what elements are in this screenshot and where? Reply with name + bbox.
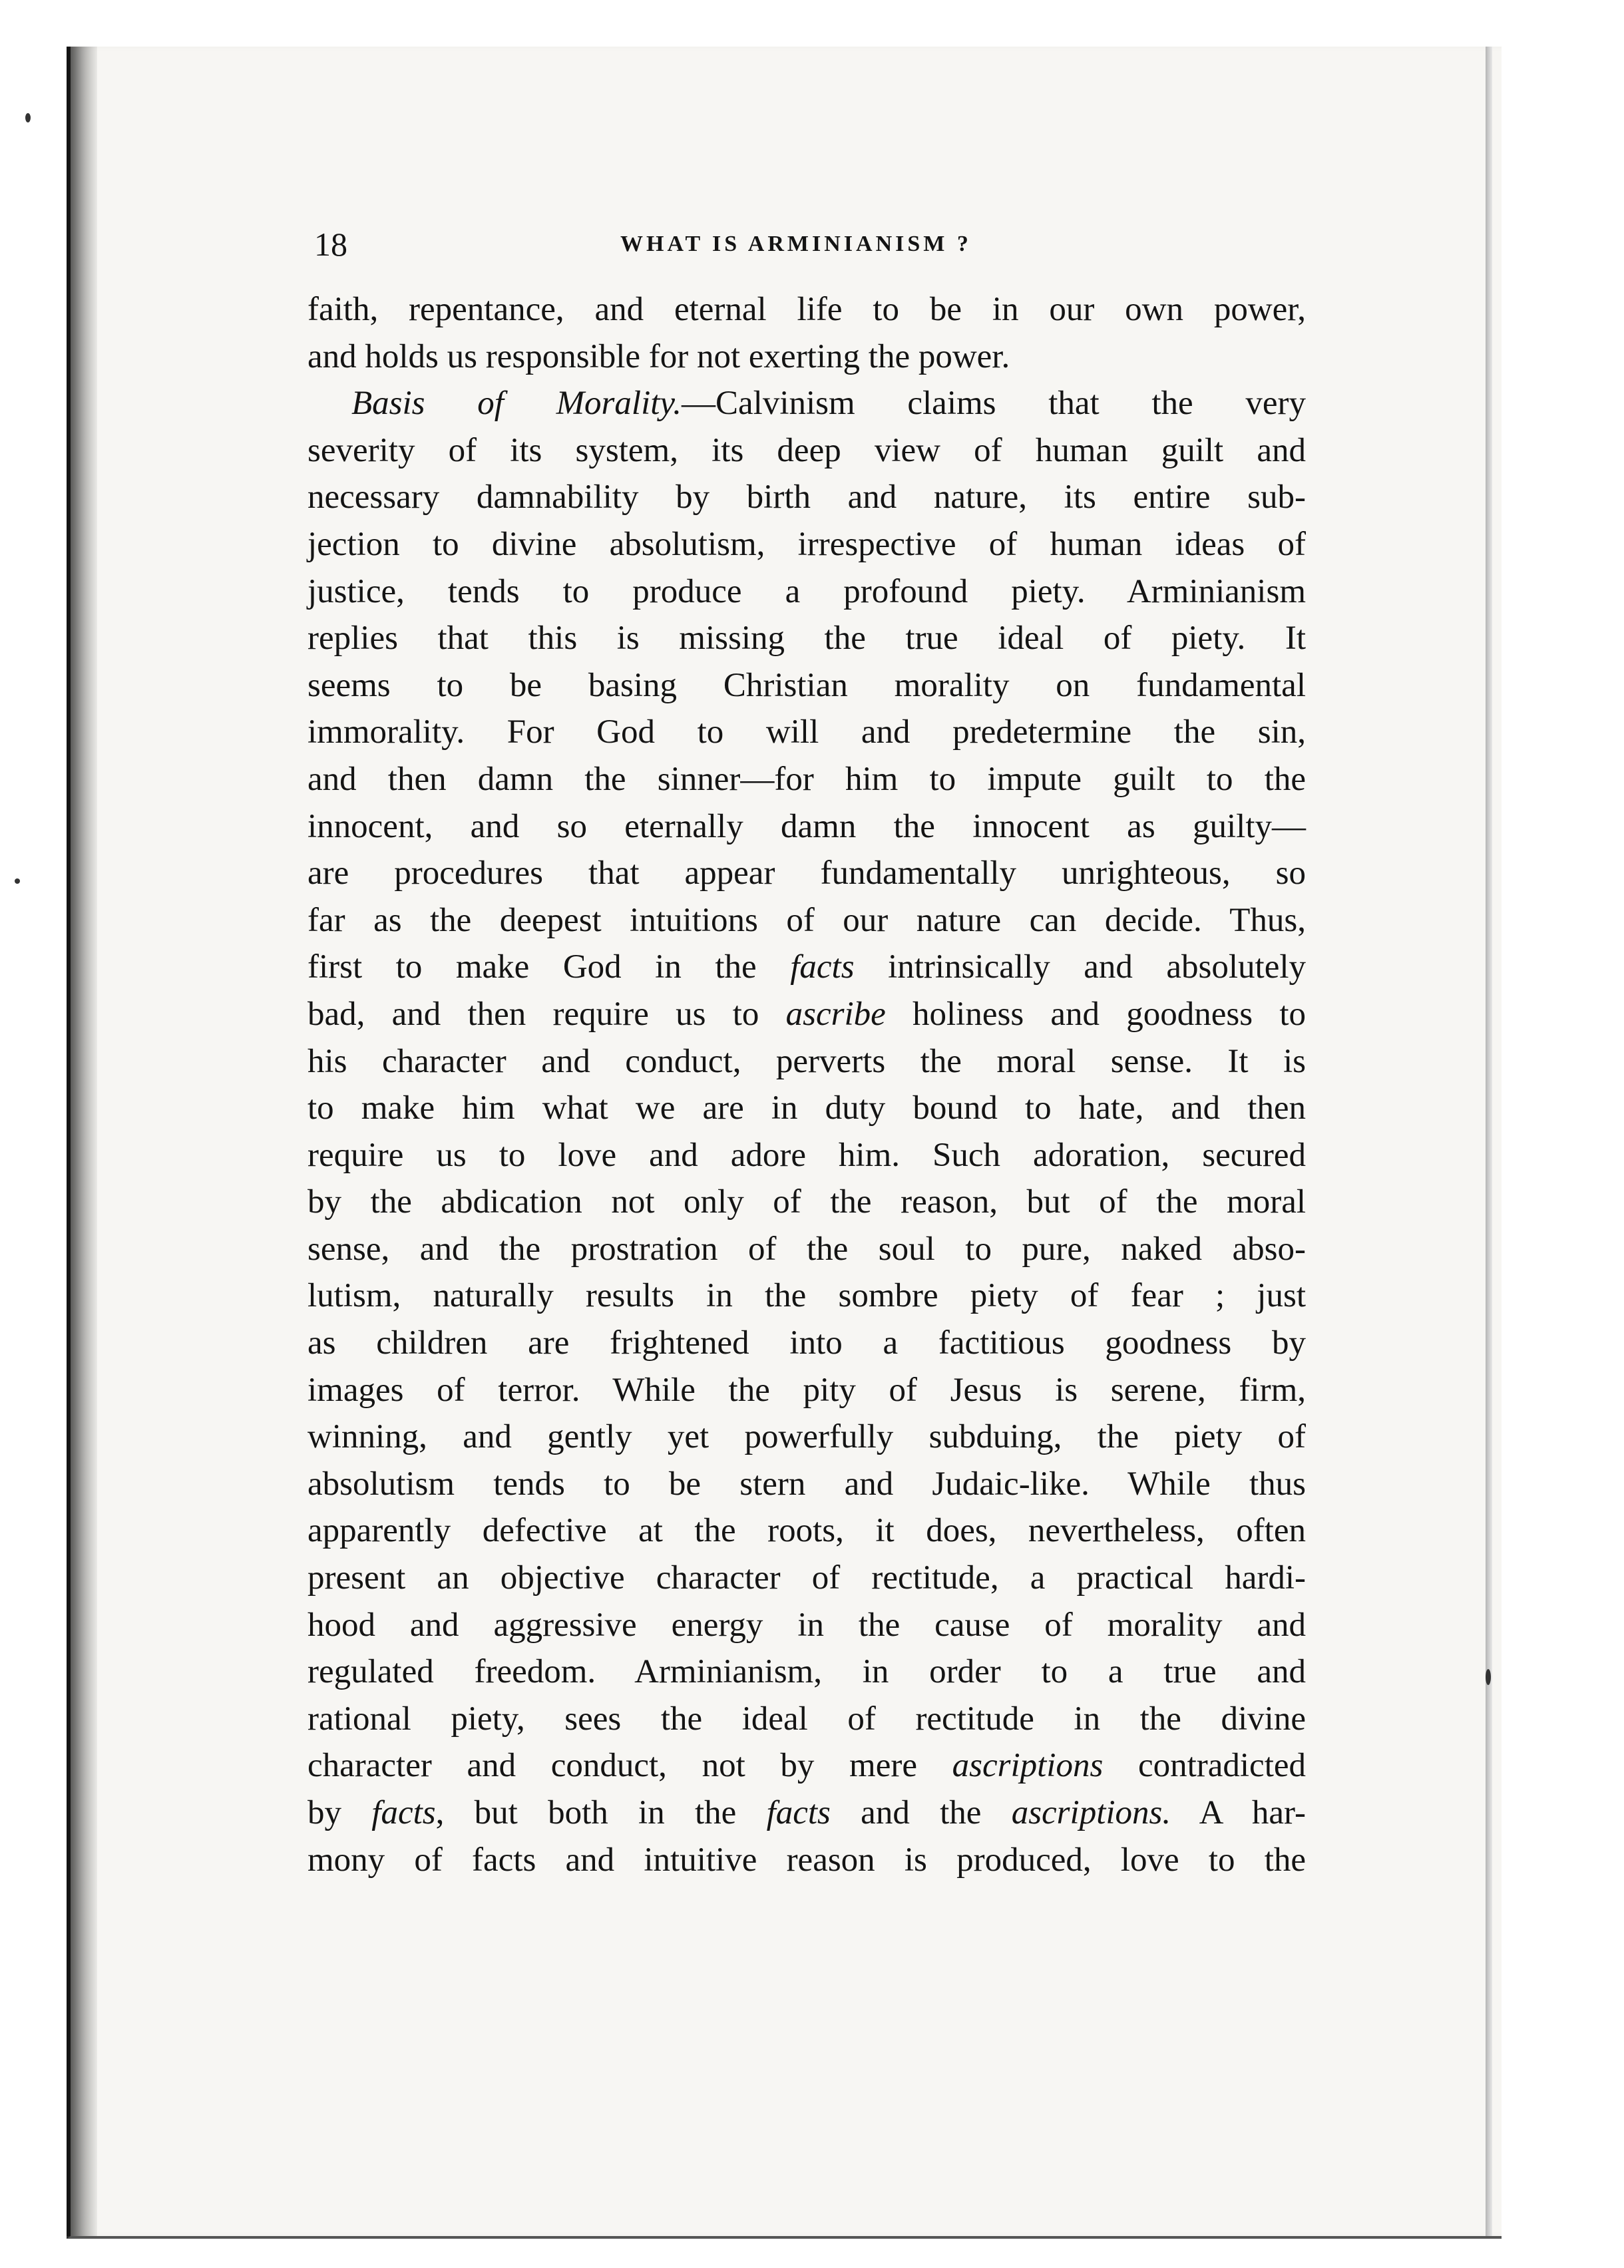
text-line: are procedures that appear fundamentally unrighteous, so: [307, 854, 1306, 892]
text-line: mony of facts and intuitive reason is produced, love to the: [307, 1841, 1306, 1879]
text-fragment: bad, and then require us to: [307, 995, 786, 1033]
text-line: justice, tends to produce a profound piety. Arminianism: [307, 572, 1306, 610]
scan-speck: [1486, 1669, 1491, 1685]
text-fragment: and the: [830, 1794, 1012, 1831]
text-fragment: intrinsically and absolutely: [854, 948, 1306, 986]
text-fragment: holiness and goodness to: [885, 995, 1306, 1033]
text-fragment: character and conduct, not by mere: [307, 1747, 952, 1785]
text-line: by the abdication not only of the reason, but of the moral: [307, 1183, 1306, 1221]
text-line: [307, 944, 1306, 991]
text-line: his character and conduct, perverts the moral sense. It is: [307, 1042, 1306, 1080]
text-line: [307, 1790, 1306, 1837]
text-line: [307, 991, 1306, 1038]
text-line: hood and aggressive energy in the cause of morality and: [307, 1606, 1306, 1644]
binding-shadow: [67, 47, 97, 2236]
scan-speck: [25, 113, 31, 122]
section-heading: Basis of Morality.: [351, 385, 682, 423]
text-line: as children are frightened into a factitious goodness by: [307, 1324, 1306, 1362]
text-fragment: , but both in the: [435, 1794, 767, 1831]
text-fragment: contradicted: [1103, 1747, 1306, 1785]
page-header: [314, 225, 1299, 265]
text-line: lutism, naturally results in the sombre piety of fear ; just: [307, 1277, 1306, 1315]
italic-word: facts: [790, 948, 855, 986]
italic-word: facts: [371, 1794, 436, 1831]
text-line: faith, repentance, and eternal life to be in our own power,: [307, 291, 1306, 328]
italic-word: ascriptions.: [1011, 1794, 1171, 1831]
text-line: require us to love and adore him. Such adoration, secured: [307, 1136, 1306, 1174]
text-line: and then damn the sinner—for him to impute guilt to the: [307, 760, 1306, 798]
text-line: necessary damnability by birth and nature, its entire sub-: [307, 478, 1306, 516]
text-line: present an objective character of rectitude, a practical hardi-: [307, 1559, 1306, 1597]
text-line: and holds us responsible for not exerting the power.: [307, 337, 1010, 375]
text-line: jection to divine absolutism, irrespective of human ideas of: [307, 525, 1306, 563]
text-line: sense, and the prostration of the soul to pure, naked abso-: [307, 1230, 1306, 1268]
italic-word: facts: [766, 1794, 831, 1831]
text-line: winning, and gently yet powerfully subduing, the piety of: [307, 1418, 1306, 1456]
text-line: to make him what we are in duty bound to hate, and then: [307, 1089, 1306, 1127]
text-line: rational piety, sees the ideal of rectitude in the divine: [307, 1700, 1306, 1738]
page-number: 18: [314, 226, 347, 263]
text-line: absolutism tends to be stern and Judaic-like. While thus: [307, 1465, 1306, 1503]
text-line: apparently defective at the roots, it does, nevertheless, often: [307, 1512, 1306, 1550]
text-line: regulated freedom. Arminianism, in order to a true and: [307, 1653, 1306, 1691]
italic-word: ascribe: [785, 995, 886, 1033]
text-fragment: by: [307, 1794, 372, 1831]
body-text: [307, 286, 1306, 1883]
text-line: seems to be basing Christian morality on fundamental: [307, 666, 1306, 704]
text-line: [307, 1742, 1306, 1790]
text-fragment: first to make God in the: [307, 948, 791, 986]
running-head: WHAT IS ARMINIANISM ?: [620, 232, 972, 256]
text-line: severity of its system, its deep view of human guilt and: [307, 431, 1306, 469]
next-page-edge: [1486, 47, 1492, 2236]
text-fragment: —Calvinism claims that the very: [682, 385, 1306, 423]
italic-word: ascriptions: [952, 1747, 1104, 1785]
text-line: innocent, and so eternally damn the innocent as guilty—: [307, 807, 1306, 845]
scan-speck: [15, 878, 20, 884]
text-line: images of terror. While the pity of Jesus is serene, firm,: [307, 1371, 1306, 1409]
text-line: far as the deepest intuitions of our nature can decide. Thus,: [307, 901, 1306, 939]
text-line: replies that this is missing the true ideal of piety. It: [307, 620, 1306, 658]
text-line: [307, 380, 1306, 427]
text-line: immorality. For God to will and predetermine the sin,: [307, 713, 1306, 751]
text-fragment: A har-: [1171, 1794, 1306, 1831]
